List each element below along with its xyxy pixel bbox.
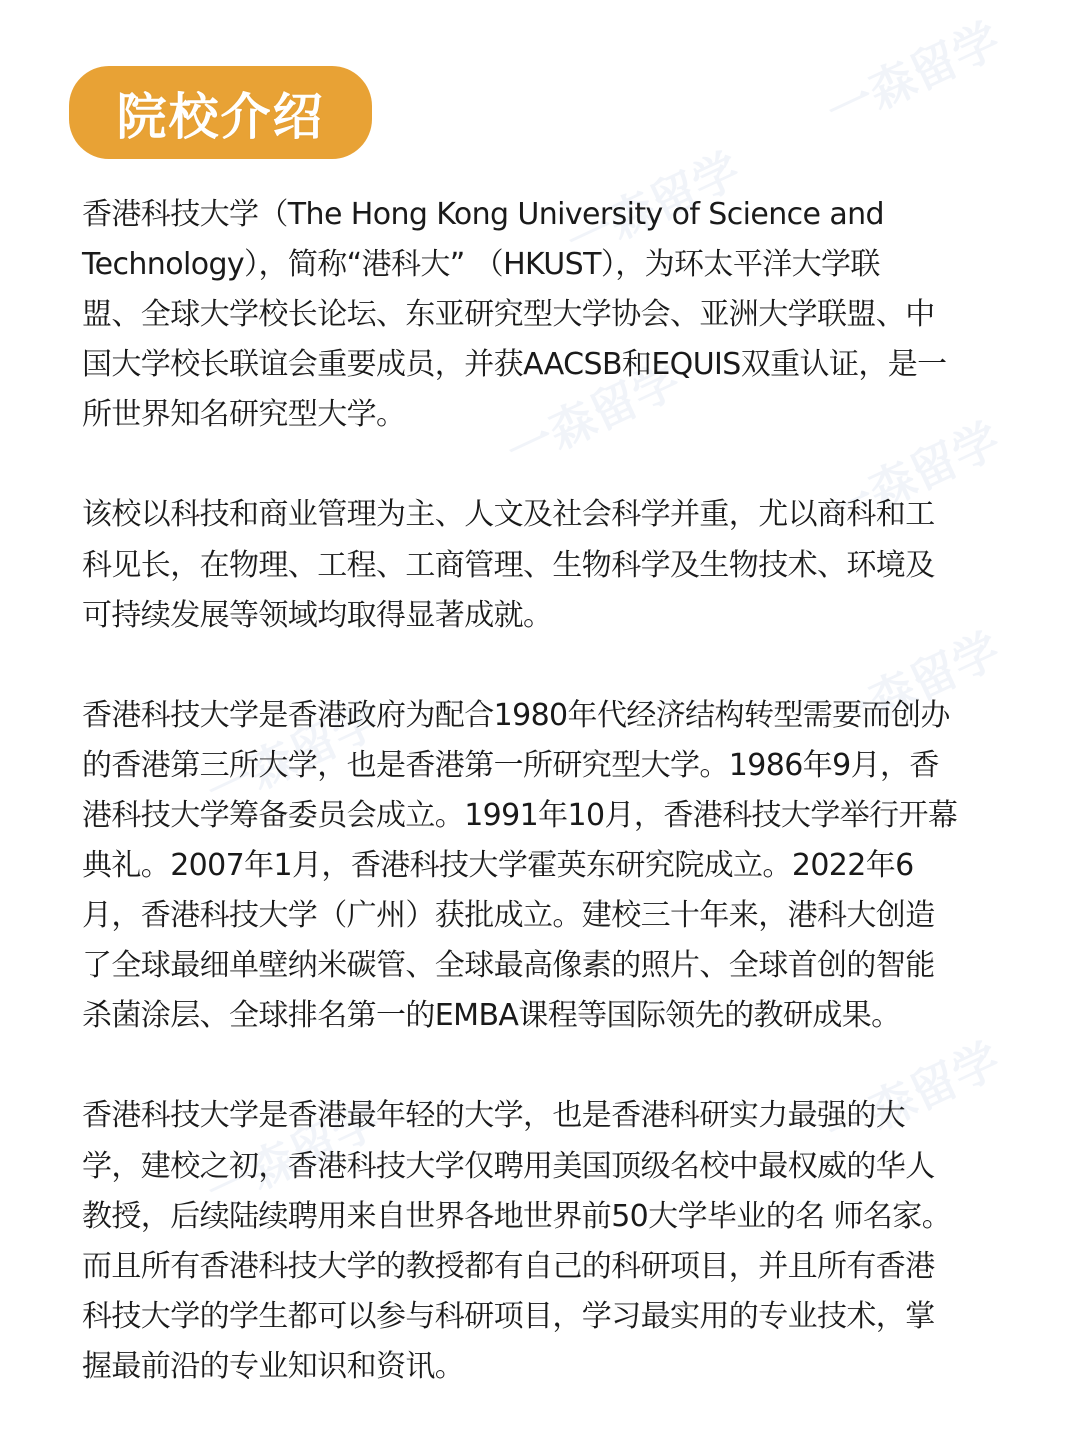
article-body (82, 190, 1012, 1442)
paragraph-line: 可持续发展等领域均取得显著成就。 (82, 597, 553, 633)
paragraph-line: 国大学校长联谊会重要成员，并获AACSB和EQUIS双重认证，是一 (82, 347, 947, 383)
paragraph-line: 香港科技大学是香港政府为配合1980年代经济结构转型需要而创办 (82, 697, 950, 733)
paragraph (82, 190, 1012, 440)
paragraph-line: 该校以科技和商业管理为主、人文及社会科学并重，尤以商科和工 (82, 497, 935, 533)
paragraph (82, 691, 1012, 1042)
paragraph-line: 科技大学的学生都可以参与科研项目，学习最实用的专业技术，掌 (82, 1298, 935, 1334)
paragraph-line: 香港科技大学（The Hong Kong University of Science and (82, 197, 884, 232)
paragraph-line: 港科技大学筹备委员会成立。1991年10月，香港科技大学举行开幕 (82, 797, 958, 833)
watermark: 一森留学 (558, 142, 749, 270)
watermark: 一森留学 (818, 412, 1009, 540)
watermark: 一森留学 (198, 692, 389, 820)
paragraph-line: 的香港第三所大学，也是香港第一所研究型大学。1986年9月，香 (82, 747, 939, 783)
section-title-badge (69, 66, 372, 159)
paragraph-line: 典礼。2007年1月，香港科技大学霍英东研究院成立。2022年6 (82, 848, 914, 884)
section-title: 院校介绍 (116, 87, 325, 146)
paragraph-line: 杀菌涂层、全球排名第一的EMBA课程等国际领先的教研成果。 (82, 998, 901, 1034)
paragraph (82, 490, 1012, 640)
paragraph-line: 香港科技大学是香港最年轻的大学，也是香港科研实力最强的大 (82, 1098, 906, 1134)
paragraph-line: 握最前沿的专业知识和资讯。 (82, 1348, 465, 1384)
paragraph-line: 了全球最细单壁纳米碳管、全球最高像素的照片、全球首创的智能 (82, 948, 935, 984)
paragraph-line: 所世界知名研究型大学。 (82, 397, 406, 433)
paragraph-line: 月，香港科技大学（广州）获批成立。建校三十年来，港科大创造 (82, 898, 935, 934)
watermark: 一森留学 (498, 352, 689, 480)
watermark: 一森留学 (818, 622, 1009, 750)
paragraph-line: Technology），简称“港科大” （HKUST），为环太平洋大学联 (82, 247, 880, 283)
paragraph-line: 而且所有香港科技大学的教授都有自己的科研项目，并且所有香港 (82, 1248, 935, 1284)
paragraph-line: 学，建校之初，香港科技大学仅聘用美国顶级名校中最权威的华人 (82, 1148, 935, 1184)
paragraph-line: 科见长，在物理、工程、工商管理、生物科学及生物技术、环境及 (82, 547, 935, 583)
watermark: 一森留学 (198, 1092, 389, 1220)
paragraph-line: 教授，后续陆续聘用来自世界各地世界前50大学毕业的名 师名家。 (82, 1198, 952, 1234)
paragraph-line: 盟、全球大学校长论坛、东亚研究型大学协会、亚洲大学联盟、中 (82, 297, 935, 333)
paragraph (82, 1091, 1012, 1392)
watermark: 一森留学 (818, 12, 1009, 140)
watermark: 一森留学 (818, 1032, 1009, 1160)
